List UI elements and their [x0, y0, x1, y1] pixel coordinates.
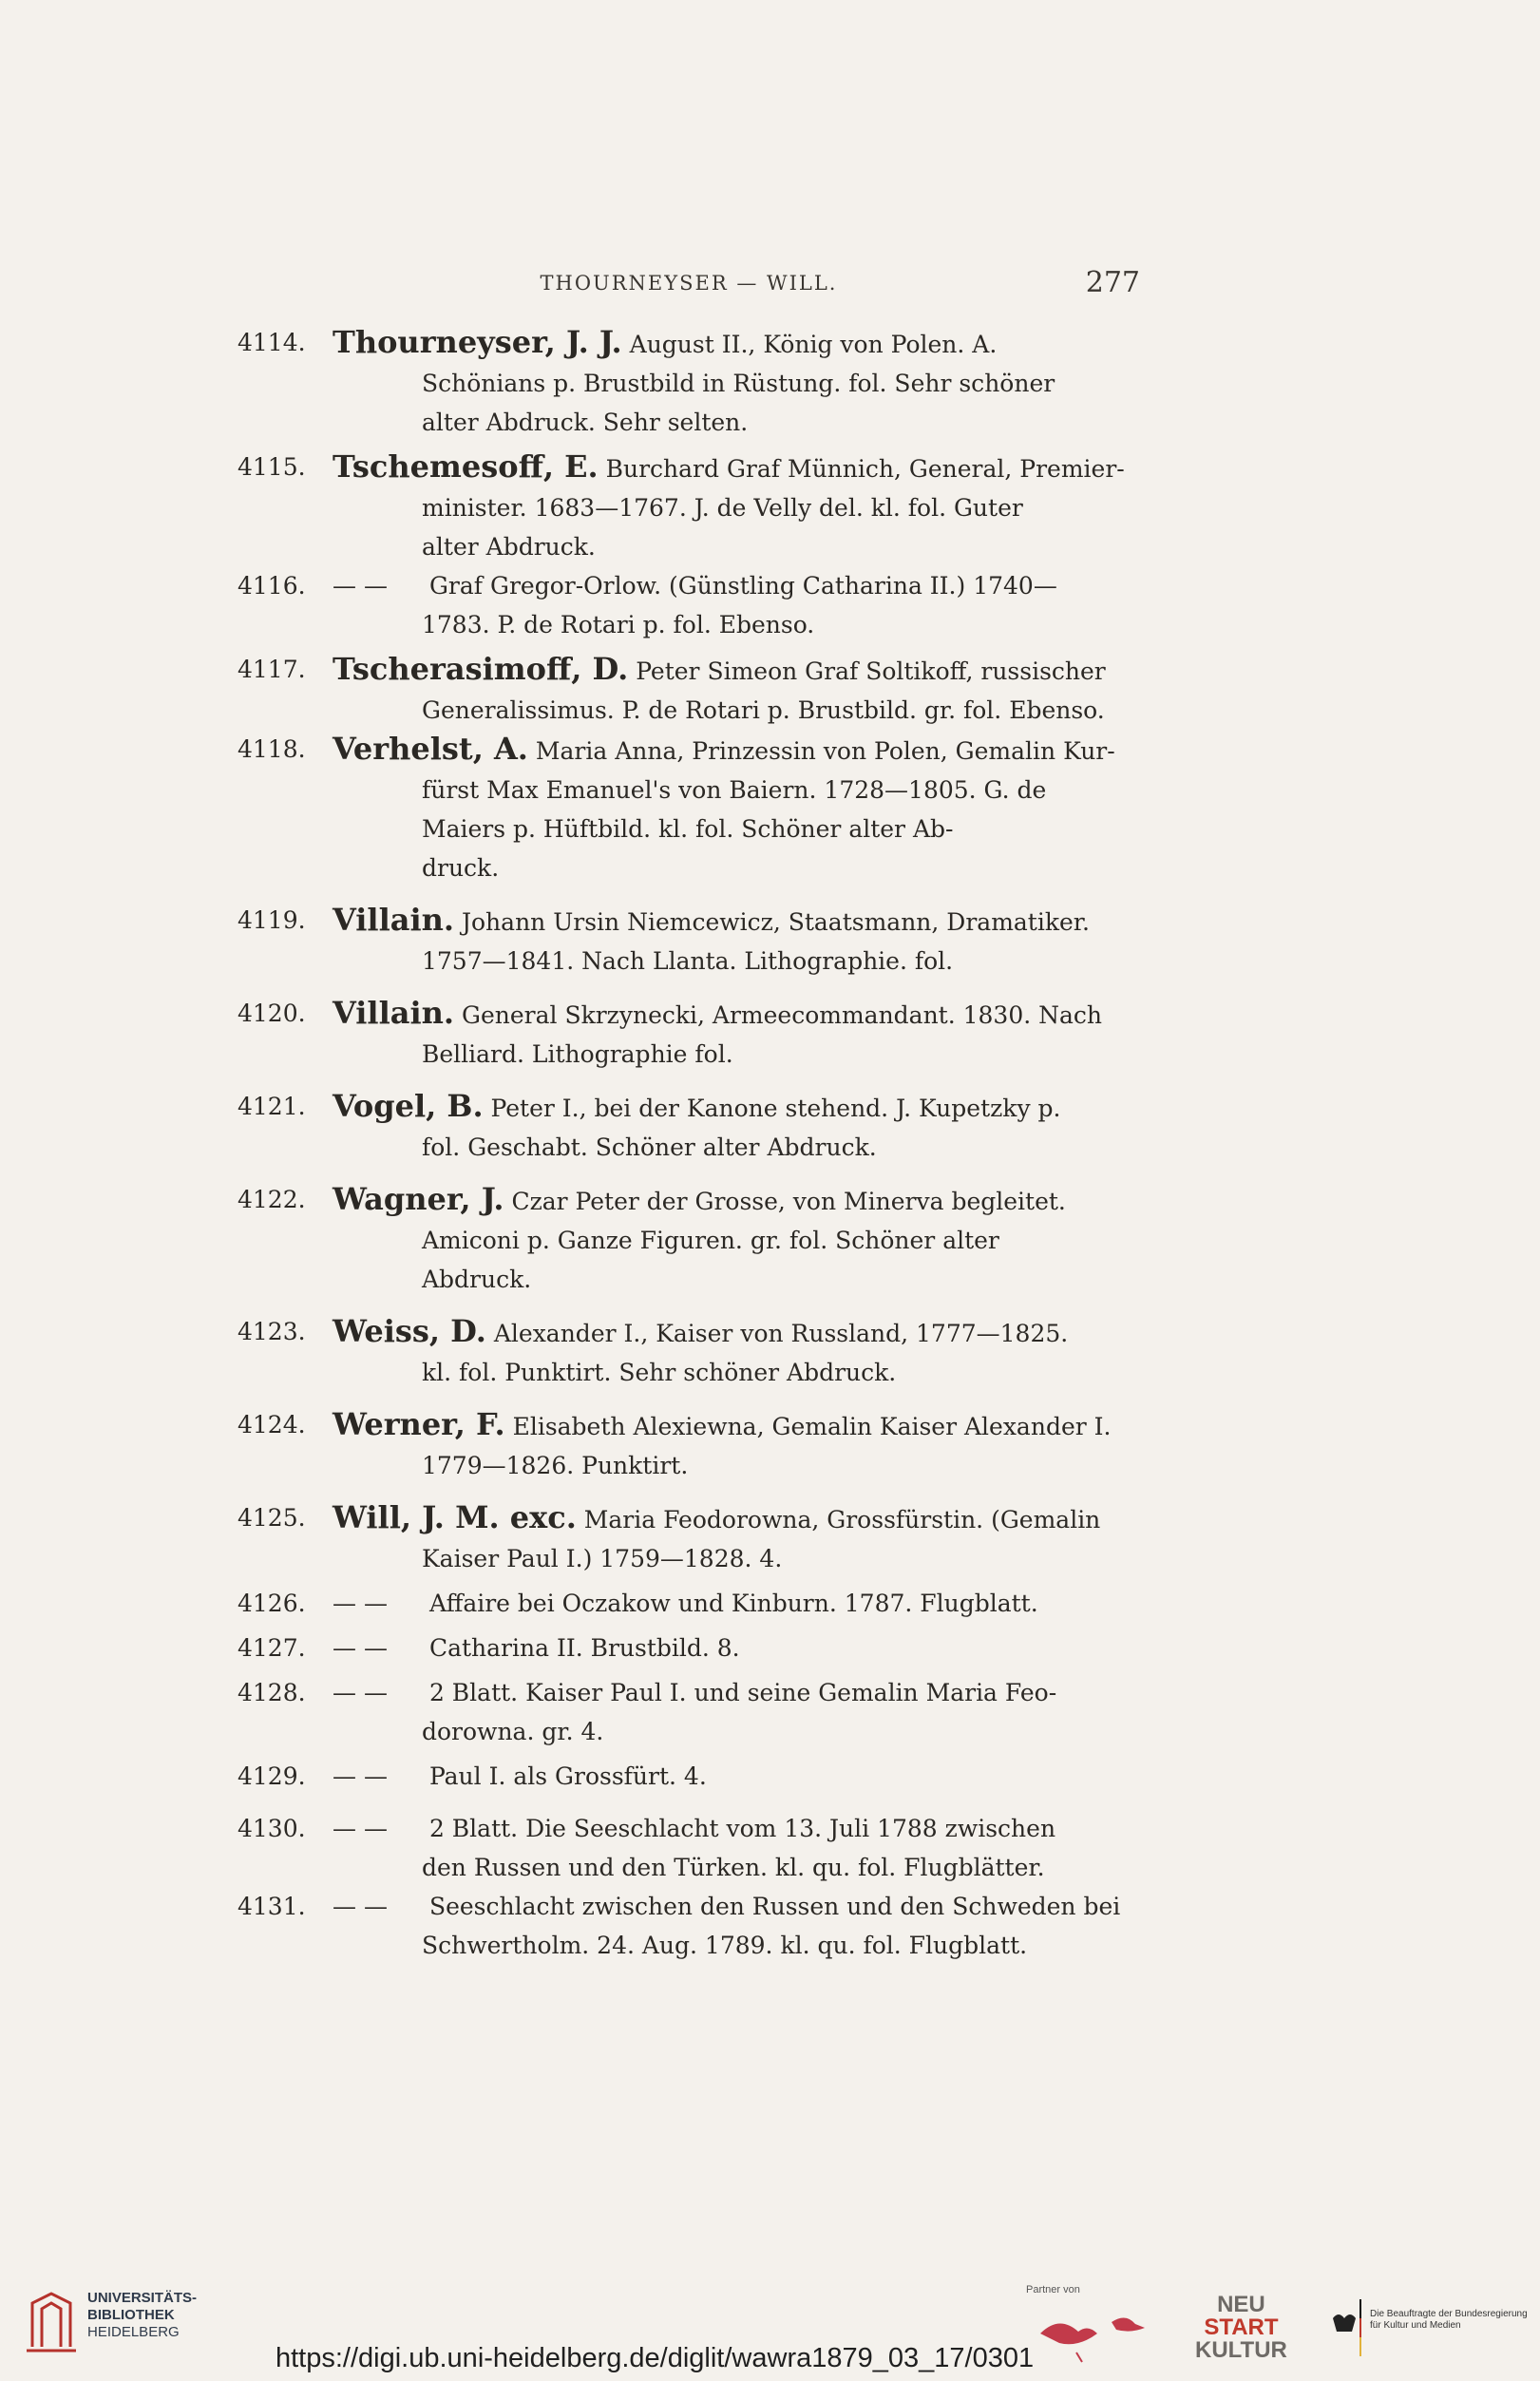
running-title: THOURNEYSER — WILL. [540, 272, 838, 295]
entry-number: 4118. [238, 735, 306, 763]
page-url[interactable]: https://digi.ub.uni-heidelberg.de/diglit/wawra1879_03_17/0301 [276, 2343, 1035, 2373]
catalog-entry [238, 1757, 1140, 1796]
neustart-line: KULTUR [1195, 2337, 1287, 2363]
entry-line: 1779—1826. Punktirt. [422, 1452, 689, 1479]
entry-first-line [333, 1887, 1140, 1926]
entry-first-line [333, 730, 1140, 771]
entry-number: 4122. [238, 1186, 306, 1213]
artist-name: Weiss, D. [333, 1313, 486, 1349]
entry-line: Belliard. Lithographie fol. [422, 1040, 733, 1068]
entry-line: Paul I. als Grossfürt. 4. [428, 1762, 707, 1790]
entry-line: kl. fol. Punktirt. Sehr schöner Abdruck. [422, 1359, 897, 1386]
entry-line: Schönians p. Brustbild in Rüstung. fol. Sehr schöner [422, 370, 1055, 397]
entry-first-line [333, 901, 1140, 942]
entry-line: Elisabeth Alexiewna, Gemalin Kaiser Alexander I. [512, 1413, 1112, 1440]
library-name-line: UNIVERSITÄTS- [87, 2290, 198, 2306]
artist-name: Villain. [333, 995, 455, 1031]
entry-text [333, 994, 1140, 1074]
entry-line: Abdruck. [422, 1266, 532, 1293]
entry-line: Peter I., bei der Kanone stehend. J. Kupetzky p. [490, 1095, 1061, 1122]
catalog-entry [238, 1809, 1140, 1887]
artist-name: Wagner, J. [333, 1181, 504, 1217]
entry-line: General Skrzynecki, Armeecommandant. 1830. Nach [461, 1001, 1103, 1029]
entry-text [333, 1673, 1140, 1751]
entry-line: 1757—1841. Nach Llanta. Lithographie. fol. [422, 947, 954, 975]
entry-text [333, 1312, 1140, 1392]
federal-eagle-icon [1325, 2290, 1363, 2366]
entry-line: Generalissimus. P. de Rotari p. Brustbild. gr. fol. Ebenso. [422, 696, 1105, 724]
partner-label: Partner von [1026, 2284, 1080, 2295]
entry-text [333, 1180, 1140, 1299]
entry-line: Kaiser Paul I.) 1759—1828. 4. [422, 1545, 783, 1572]
entry-number: 4124. [238, 1411, 306, 1438]
catalog-entry [238, 1887, 1140, 1965]
entry-first-line [333, 1405, 1140, 1446]
artist-name: Villain. [333, 902, 455, 938]
entry-line: Maiers p. Hüftbild. kl. fol. Schöner alter Ab- [422, 815, 954, 843]
ditto-mark: — — [333, 1893, 388, 1920]
entry-text [333, 1629, 1140, 1667]
entry-text [333, 650, 1140, 730]
entry-number: 4128. [238, 1679, 306, 1706]
page-header [238, 266, 1140, 304]
catalog-entry [238, 448, 1140, 566]
library-name [87, 2290, 197, 2341]
entry-line: 2 Blatt. Die Seeschlacht vom 13. Juli 1788 zwischen [428, 1815, 1056, 1842]
entry-number: 4119. [238, 906, 306, 934]
entry-text [333, 323, 1140, 442]
entry-line: dorowna. gr. 4. [422, 1718, 604, 1745]
entry-text [333, 730, 1140, 887]
artist-name: Will, J. M. exc. [333, 1499, 577, 1535]
entry-line: Affaire bei Oczakow und Kinburn. 1787. Flugblatt. [428, 1590, 1038, 1617]
entry-line: Amiconi p. Ganze Figuren. gr. fol. Schöner alter [422, 1227, 999, 1254]
catalog-entry [238, 1584, 1140, 1623]
entry-text [333, 1405, 1140, 1485]
federal-text-line: Die Beauftragte der Bundesregierung [1370, 2309, 1528, 2319]
entry-line: Maria Feodorowna, Grossfürstin. (Gemalin [583, 1506, 1101, 1533]
entry-number: 4125. [238, 1504, 306, 1532]
entry-text [333, 1498, 1140, 1578]
entry-first-line [333, 1180, 1140, 1221]
entry-number: 4120. [238, 1000, 306, 1027]
catalog-entry [238, 994, 1140, 1074]
entry-text [333, 901, 1140, 981]
entry-first-line [333, 650, 1140, 691]
catalog-entry [238, 901, 1140, 981]
entry-number: 4130. [238, 1815, 306, 1842]
entry-first-line [333, 448, 1140, 488]
entry-line: druck. [422, 854, 500, 882]
entry-number: 4131. [238, 1893, 306, 1920]
entry-number: 4129. [238, 1762, 306, 1790]
entry-first-line [333, 1584, 1140, 1623]
entry-line: alter Abdruck. Sehr selten. [422, 409, 749, 436]
artist-name: Tschemesoff, E. [333, 448, 599, 485]
entry-line: Czar Peter der Grosse, von Minerva begleitet. [511, 1188, 1066, 1215]
ditto-mark: — — [333, 1590, 388, 1617]
entry-first-line [333, 1757, 1140, 1796]
federal-commissioner-text [1370, 2309, 1528, 2332]
catalog-entry [238, 730, 1140, 887]
catalog-entry [238, 566, 1140, 644]
ditto-mark: — — [333, 1679, 388, 1706]
entry-first-line [333, 1673, 1140, 1712]
entry-line: Peter Simeon Graf Soltikoff, russischer [636, 657, 1106, 685]
neustart-kultur-logo [1195, 2294, 1287, 2362]
entry-first-line [333, 1312, 1140, 1353]
entry-line: den Russen und den Türken. kl. qu. fol. Flugblätter. [422, 1854, 1045, 1881]
artist-name: Vogel, B. [333, 1088, 484, 1124]
entry-first-line [333, 1809, 1140, 1848]
entry-line: 1783. P. de Rotari p. fol. Ebenso. [422, 611, 815, 638]
entry-line: Maria Anna, Prinzessin von Polen, Gemalin Kur- [535, 737, 1115, 765]
entry-line: fol. Geschabt. Schöner alter Abdruck. [422, 1133, 877, 1161]
library-name-line: BIBLIOTHEK [87, 2307, 175, 2323]
catalog-entry [238, 650, 1140, 730]
federal-text-line: für Kultur und Medien [1370, 2320, 1461, 2331]
entry-line: Seeschlacht zwischen den Russen und den Schweden bei [428, 1893, 1121, 1920]
catalog-entry [238, 1498, 1140, 1578]
entry-line: Alexander I., Kaiser von Russland, 1777—1825. [493, 1320, 1069, 1347]
catalog-entry [238, 1405, 1140, 1485]
artist-name: Werner, F. [333, 1406, 505, 1442]
artist-name: Thourneyser, J. J. [333, 324, 622, 360]
entry-number: 4117. [238, 656, 306, 683]
entry-number: 4126. [238, 1590, 306, 1617]
entry-first-line [333, 1498, 1140, 1539]
entry-number: 4115. [238, 453, 306, 481]
entry-number: 4116. [238, 572, 306, 600]
entry-text [333, 1757, 1140, 1796]
library-name-line: HEIDELBERG [87, 2324, 180, 2340]
entry-line: minister. 1683—1767. J. de Velly del. kl. fol. Guter [422, 494, 1023, 522]
neustart-line: START [1204, 2314, 1279, 2340]
entry-first-line [333, 994, 1140, 1035]
entry-text [333, 1887, 1140, 1965]
ditto-mark: — — [333, 572, 388, 600]
entry-line: August II., König von Polen. A. [629, 331, 998, 358]
entry-line: Johann Ursin Niemcewicz, Staatsmann, Dramatiker. [461, 908, 1090, 936]
partner-bird-icon [1021, 2295, 1173, 2371]
catalog-entries [238, 323, 1140, 1965]
ditto-mark: — — [333, 1815, 388, 1842]
neustart-line: NEU [1217, 2292, 1265, 2317]
catalog-entry [238, 323, 1140, 442]
entry-line: Catharina II. Brustbild. 8. [428, 1634, 740, 1662]
catalog-entry [238, 1673, 1140, 1751]
entry-line: alter Abdruck. [422, 533, 596, 561]
entry-line: Burchard Graf Münnich, General, Premier- [605, 455, 1125, 483]
entry-number: 4114. [238, 329, 306, 356]
entry-first-line [333, 1087, 1140, 1128]
entry-line: 2 Blatt. Kaiser Paul I. und seine Gemalin Maria Feo- [428, 1679, 1057, 1706]
entry-text [333, 448, 1140, 566]
entry-number: 4127. [238, 1634, 306, 1662]
entry-text [333, 1087, 1140, 1167]
catalog-entry [238, 1629, 1140, 1667]
artist-name: Verhelst, A. [333, 731, 528, 767]
entry-text [333, 1809, 1140, 1887]
ditto-mark: — — [333, 1634, 388, 1662]
footer [0, 2276, 1540, 2381]
entry-number: 4121. [238, 1093, 306, 1120]
catalog-entry [238, 1087, 1140, 1167]
catalog-entry [238, 1180, 1140, 1299]
page-number: 277 [1085, 266, 1140, 299]
catalog-entry [238, 1312, 1140, 1392]
entry-line: fürst Max Emanuel's von Baiern. 1728—1805. G. de [422, 776, 1047, 804]
artist-name: Tscherasimoff, D. [333, 651, 629, 687]
entry-first-line [333, 323, 1140, 364]
ditto-mark: — — [333, 1762, 388, 1790]
entry-text [333, 1584, 1140, 1623]
entry-number: 4123. [238, 1318, 306, 1345]
entry-line: Graf Gregor-Orlow. (Günstling Catharina II.) 1740— [428, 572, 1057, 600]
entry-first-line [333, 566, 1140, 605]
entry-first-line [333, 1629, 1140, 1667]
entry-line: Schwertholm. 24. Aug. 1789. kl. qu. fol. Flugblatt. [422, 1932, 1028, 1959]
entry-text [333, 566, 1140, 644]
